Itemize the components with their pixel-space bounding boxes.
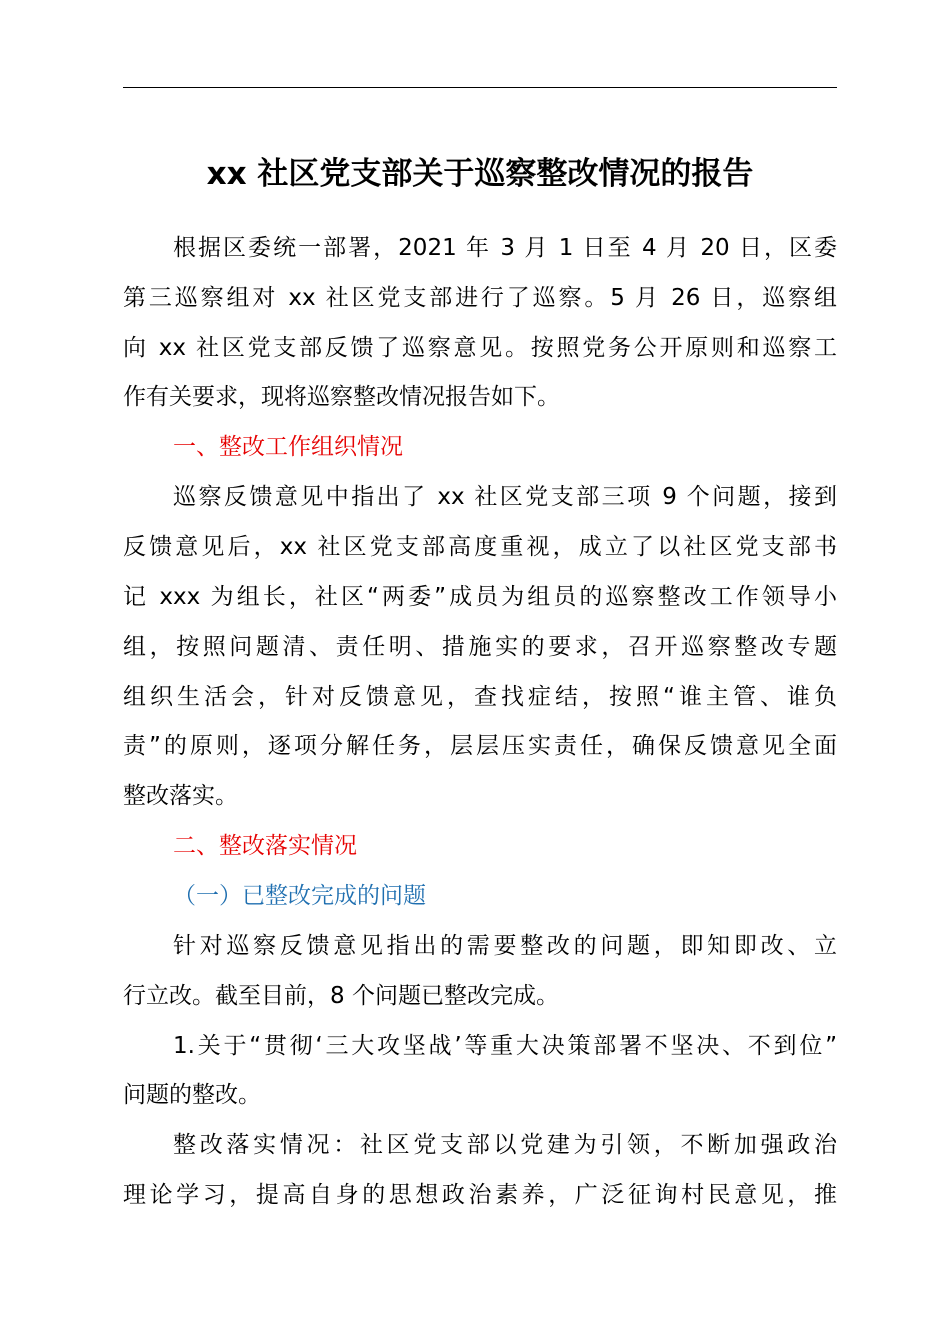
body-line: 第三巡察组对 xx 社区党支部进行了巡察。5 月 26 日，巡察组 [123, 285, 837, 311]
item-heading: 1.关于“贯彻‘三大攻坚战’等重大决策部署不坚决、不到位” [173, 1033, 837, 1059]
body-line: 行立改。截至目前，8 个问题已整改完成。 [123, 983, 559, 1009]
body-line: 作有关要求，现将巡察整改情况报告如下。 [123, 384, 560, 410]
body-line: 组，按照问题清、责任明、措施实的要求，召开巡察整改专题 [123, 634, 837, 660]
body-line: 向 xx 社区党支部反馈了巡察意见。按照党务公开原则和巡察工 [123, 335, 837, 361]
section-heading-2: 二、整改落实情况 [173, 833, 357, 859]
body-line: 整改落实。 [123, 783, 238, 809]
body-line: 问题的整改。 [123, 1082, 261, 1108]
body-line: 针对巡察反馈意见指出的需要整改的问题，即知即改、立 [173, 933, 837, 959]
body-line: 整改落实情况：社区党支部以党建为引领，不断加强政治 [173, 1132, 837, 1158]
document-title: xx 社区党支部关于巡察整改情况的报告 [206, 156, 754, 192]
header-rule [123, 87, 837, 88]
subsection-heading-1: （一）已整改完成的问题 [173, 883, 426, 909]
body-line: 理论学习，提高自身的思想政治素养，广泛征询村民意见，推 [123, 1182, 837, 1208]
body-line: 组织生活会，针对反馈意见，查找症结，按照“谁主管、谁负 [123, 684, 837, 710]
section-heading-1: 一、整改工作组织情况 [173, 434, 403, 460]
body-line: 责”的原则，逐项分解任务，层层压实责任，确保反馈意见全面 [123, 733, 837, 759]
body-line: 反馈意见后，xx 社区党支部高度重视，成立了以社区党支部书 [123, 534, 837, 560]
body-line: 根据区委统一部署，2021 年 3 月 1 日至 4 月 20 日，区委 [173, 235, 837, 261]
body-line: 巡察反馈意见中指出了 xx 社区党支部三项 9 个问题，接到 [173, 484, 837, 510]
body-line: 记 xxx 为组长，社区“两委”成员为组员的巡察整改工作领导小 [123, 584, 837, 610]
